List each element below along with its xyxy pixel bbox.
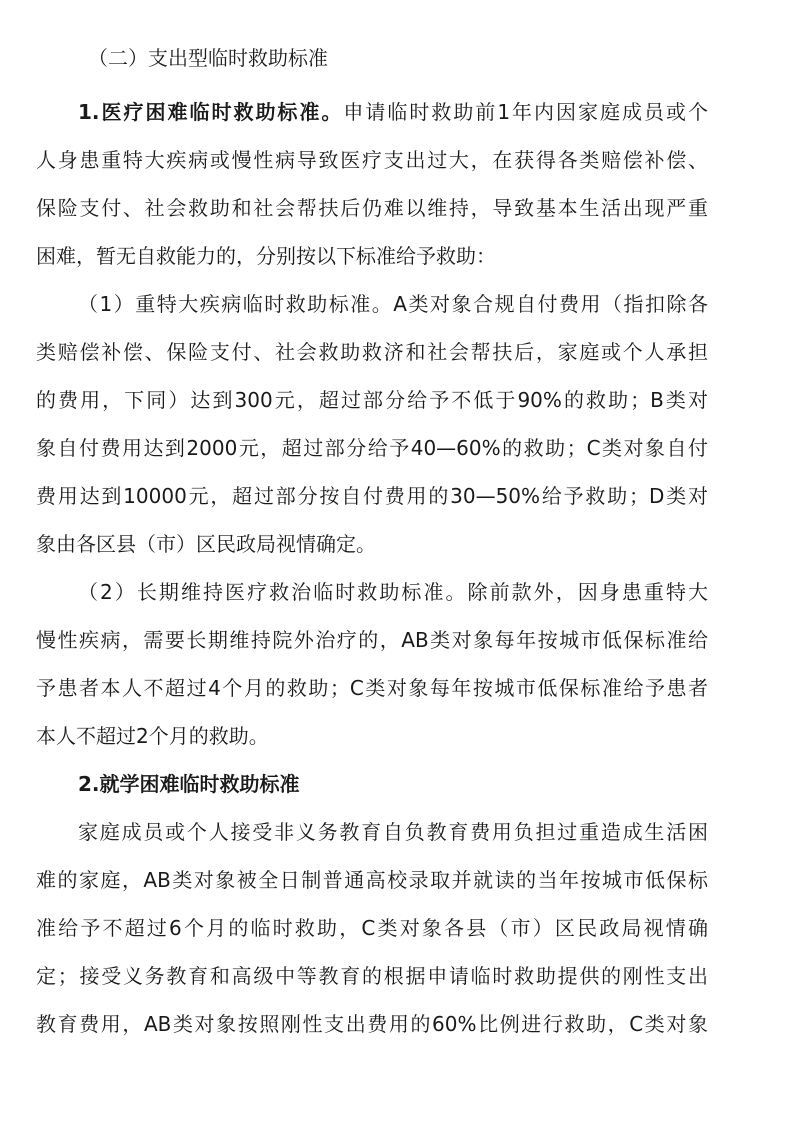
item1-line2: 类赔偿补偿、保险支付、社会救助救济和社会帮扶后，家庭或个人承担 (36, 340, 708, 364)
section1-line2: 人身患重特大疾病或慢性病导致医疗支出过大，在获得各类赔偿补偿、 (36, 148, 708, 172)
item2-line4: 本人不超过2个月的救助。 (36, 724, 269, 748)
section1-line4: 困难，暂无自救能力的，分别按以下标准给予救助： (36, 244, 496, 268)
item3-line5: 教育费用，AB类对象按照刚性支出费用的60%比例进行救助，C类对象 (36, 1012, 708, 1036)
item1-line4: 象自付费用达到2000元，超过部分给予40—60%的救助；C类对象自付 (36, 436, 708, 460)
item1-line6: 象由各区县（市）区民政局视情确定。 (36, 532, 376, 556)
item3-line1: 家庭成员或个人接受非义务教育自负教育费用负担过重造成生活困 (78, 820, 708, 844)
section1-heading: 1.医疗困难临时救助标准。 (78, 100, 344, 124)
item1-line3: 的费用，下同）达到300元，超过部分给予不低于90%的救助；B类对 (36, 388, 708, 412)
section1-text: 申请临时救助前1年内因家庭成员或个 (343, 100, 708, 124)
section-heading: （二）支出型临时救助标准 (88, 46, 328, 70)
item2-line1: （2）长期维持医疗救治临时救助标准。除前款外，因身患重特大 (78, 580, 708, 604)
item2-line3: 予患者本人不超过4个月的救助；C类对象每年按城市低保标准给予患者 (36, 676, 708, 700)
item3-line3: 准给予不超过6个月的临时救助，C类对象各县（市）区民政局视情确 (36, 916, 708, 940)
item2-line2: 慢性疾病，需要长期维持院外治疗的，AB类对象每年按城市低保标准给 (36, 628, 708, 652)
item3-line2: 难的家庭，AB类对象被全日制普通高校录取并就读的当年按城市低保标 (36, 868, 708, 892)
item3-line4: 定；接受义务教育和高级中等教育的根据申请临时救助提供的刚性支出 (36, 964, 708, 988)
section1-line3: 保险支付、社会救助和社会帮扶后仍难以维持，导致基本生活出现严重 (36, 196, 708, 220)
section1-first-line (78, 98, 708, 126)
section2-heading: 2.就学困难临时救助标准 (78, 772, 300, 796)
item1-line1: （1）重特大疾病临时救助标准。A类对象合规自付费用（指扣除各 (78, 292, 708, 316)
item1-line5: 费用达到10000元，超过部分按自付费用的30—50%给予救助；D类对 (36, 484, 708, 508)
